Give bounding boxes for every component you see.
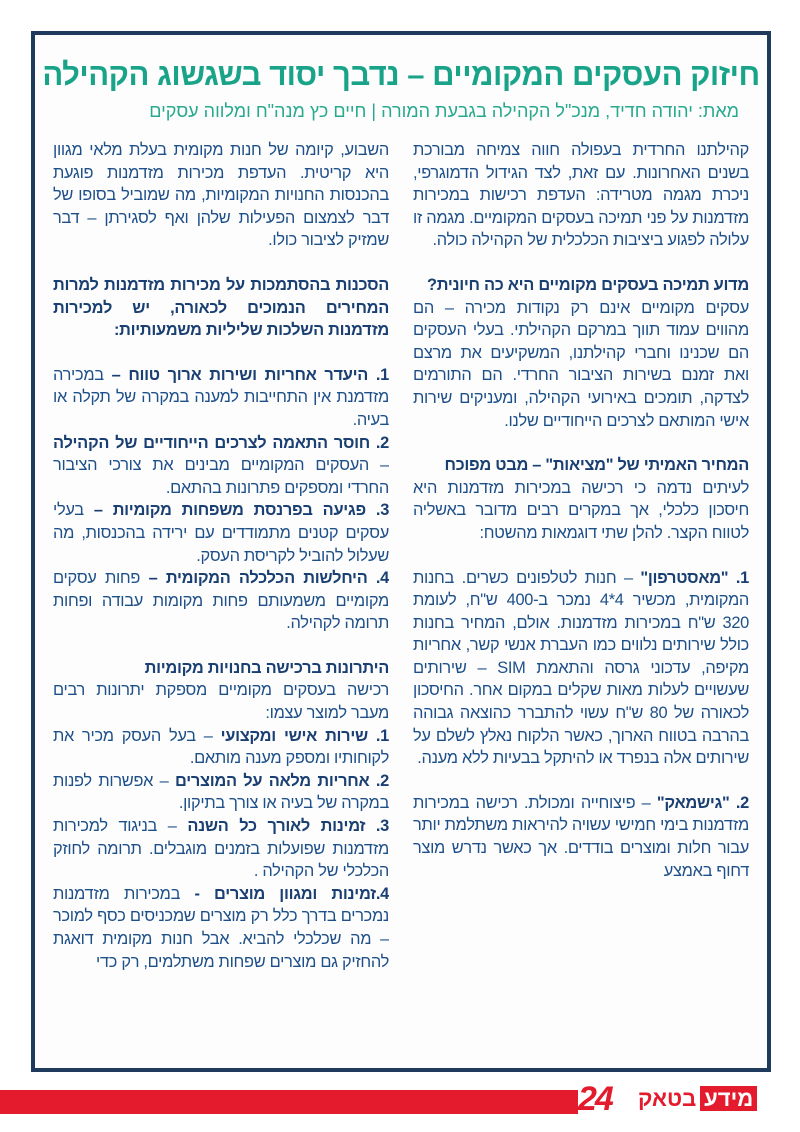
text-run: השבוע, קיומה של חנות מקומית בעלת מלאי מגוון היא קריטית. העדפת מכירות מזדמנות פוגעת בהכנסות החנויות המקומיות, מה שמוביל בסופו של דבר לצמצום הפעילות שלהן ואף לסגירתן – דבר שמזיק לציבור כולו. [53,141,389,250]
text-run: רכישה בעסקים מקומיים מספקת יתרונות רבים מעבר למוצר עצמו: [53,681,389,723]
paragraph [53,725,389,770]
article-byline: מאת: יהודה חדיד, מנכ"ל הקהילה בגבעת המורה | חיים כץ מנה"ח ומלווה עסקים [149,101,739,121]
article-frame [31,31,771,1072]
paragraph [53,499,389,567]
bold-lead: 4. היחלשות הכלכלה המקומית – [148,569,389,588]
paragraph [413,567,749,770]
text-run: – אפשרות לפנות במקרה של בעיה או צורך בתיקון. [53,771,389,813]
text-run: – העסקים המקומיים מבינים את צורכי הציבור החרדי ומספקים פתרונות בהתאם. [53,456,389,497]
bold-lead: 4.זמינות ומגוון מוצרים - [194,884,389,903]
paragraph [53,815,389,883]
bold-lead: 2. אחריות מלאה על המוצרים [175,771,389,790]
paragraph [53,432,389,500]
bold-lead: 3. זמינות לאורך כל השנה [187,817,389,836]
text-run: – חנות לטלפונים כשרים. בחנות המקומית, מכשיר 4*4 נמכר ב-400 ש"ח, לעומת 320 ש"ח במכירות מזדמנות. אולם, המחיר בחנות כולל שירותים נלווים כמו העברת אנשי קשר, אחריות מקיפה, עדכוני גרסה והתאמת SIM – שירותים שעשויים לעלות מאות שקלים במקום אחר. החיסכון לכאורה של 80 ש"ח עשוי להתברר כהוצאה גבוהה בהרבה בטווח הארוך, כאשר הלקוח נאלץ לשלם על שירותים אלה בנפרד או להיתקל בבעיות ללא מענה. [413,568,749,768]
section-heading [413,454,749,477]
text-run: היתרונות ברכישה בחנויות מקומיות [144,658,389,677]
paragraph [53,770,389,815]
left-column [53,139,389,1059]
text-run: בעלי עסקים קטנים מתמודדים עם ירידה בהכנסות, מה שעלול להוביל לקריסת העסק. [53,501,389,565]
right-column [413,139,749,1059]
bold-lead: 2. "גישמאק" [656,793,749,812]
text-run: – בניגוד למכירות מזדמנות שפועלות בזמנים מוגבלים. תרומה לחוזק הכלכלי של הקהילה . [53,817,389,881]
paragraph [53,679,389,724]
publication-logo [638,1086,757,1112]
text-run: הסכנות בהסתמכות על מכירות מזדמנות למרות המחירים הנמוכים לכאורה, יש למכירות מזדמנות השלכות שליליות משמעותיות: [53,275,389,340]
article-title: חיזוק העסקים המקומיים – נדבך יסוד בשגשוג הקהילה [42,57,760,92]
section-heading [53,274,389,342]
bold-lead: 1. "מאסטרפון" [640,568,749,587]
page-number: 24 [578,1080,612,1118]
paragraph [413,139,749,252]
logo-text: בטאק [638,1086,697,1111]
text-run: במכירה מזדמנת אין התחייבות למענה במקרה של תקלה או בעיה. [53,365,389,429]
footer-bar [0,1090,578,1114]
text-run: לעיתים נדמה כי רכישה במכירות מזדמנות היא חיסכון כלכלי, אך במקרים רבים מדובר באשליה לטווח הקצר. להלן שתי דוגמאות מהשטח: [413,478,749,542]
paragraph [413,792,749,882]
bold-lead: 1. שירות אישי ומקצועי [220,726,389,745]
paragraph [53,364,389,432]
text-run: קהילתנו החרדית בעפולה חווה צמיחה מבורכת בשנים האחרונות. עם זאת, לצד הגידול הדמוגרפי, ניכרת מגמה מטרידה: העדפת רכישות במכירות מזדמנות על פני תמיכה בעסקים המקומיים. מגמה זו עלולה לפגוע ביציבות הכלכלית של הקהילה כולה. [413,141,749,250]
text-run: מדוע תמיכה בעסקים מקומיים היא כה חיונית? [427,275,749,294]
text-run: עסקים מקומיים אינם רק נקודות מכירה – הם מהווים עמוד תווך במרקם הקהילתי. בעלי העסקים הם שכנינו וחברי קהילתנו, המשקיעים את מרצם ואת זמנם בשירות הציבור החרדי. הם התורמים לצדקה, תומכים באירועי הקהילה, ומעניקים שירות אישי המותאם לצרכים הייחודיים שלנו. [413,298,749,430]
text-run: המחיר האמיתי של "מציאות" – מבט מפוכח [444,456,749,475]
section-heading [413,274,749,297]
paragraph [53,883,389,973]
paragraph [53,139,389,252]
bold-lead: 2. חוסר התאמה לצרכים הייחודיים של הקהילה [53,433,389,452]
bold-lead: 3. פגיעה בפרנסת משפחות מקומיות – [93,501,389,520]
paragraph [413,477,749,545]
text-run: במכירות מזדמנות נמכרים בדרך כלל רק מוצרים שמכניסים כסף למוכר – מה שכלכלי להביא. אבל חנות מקומית דואגת להחזיק גם מוצרים שפחות משתלמים, רק כדי [53,884,389,971]
paragraph [413,297,749,433]
bold-lead: 1. היעדר אחריות ושירות ארוך טווח – [111,365,389,384]
section-heading [53,657,389,680]
paragraph [53,567,389,635]
text-run: פחות עסקים מקומיים משמעותם פחות מקומות עבודה ופחות תרומה לקהילה. [53,569,389,633]
logo-boxed-text: מידע [700,1086,757,1111]
text-run: – בעל העסק מכיר את לקוחותיו ומספק מענה מותאם. [53,726,389,768]
text-run: – פיצוחייה ומכולת. רכישה במכירות מזדמנות בימי חמישי עשויה להיראות משתלמת יותר עבור חלות ומוצרים בודדים. אך כאשר נדרש מוצר דחוף באמצע [413,793,749,880]
